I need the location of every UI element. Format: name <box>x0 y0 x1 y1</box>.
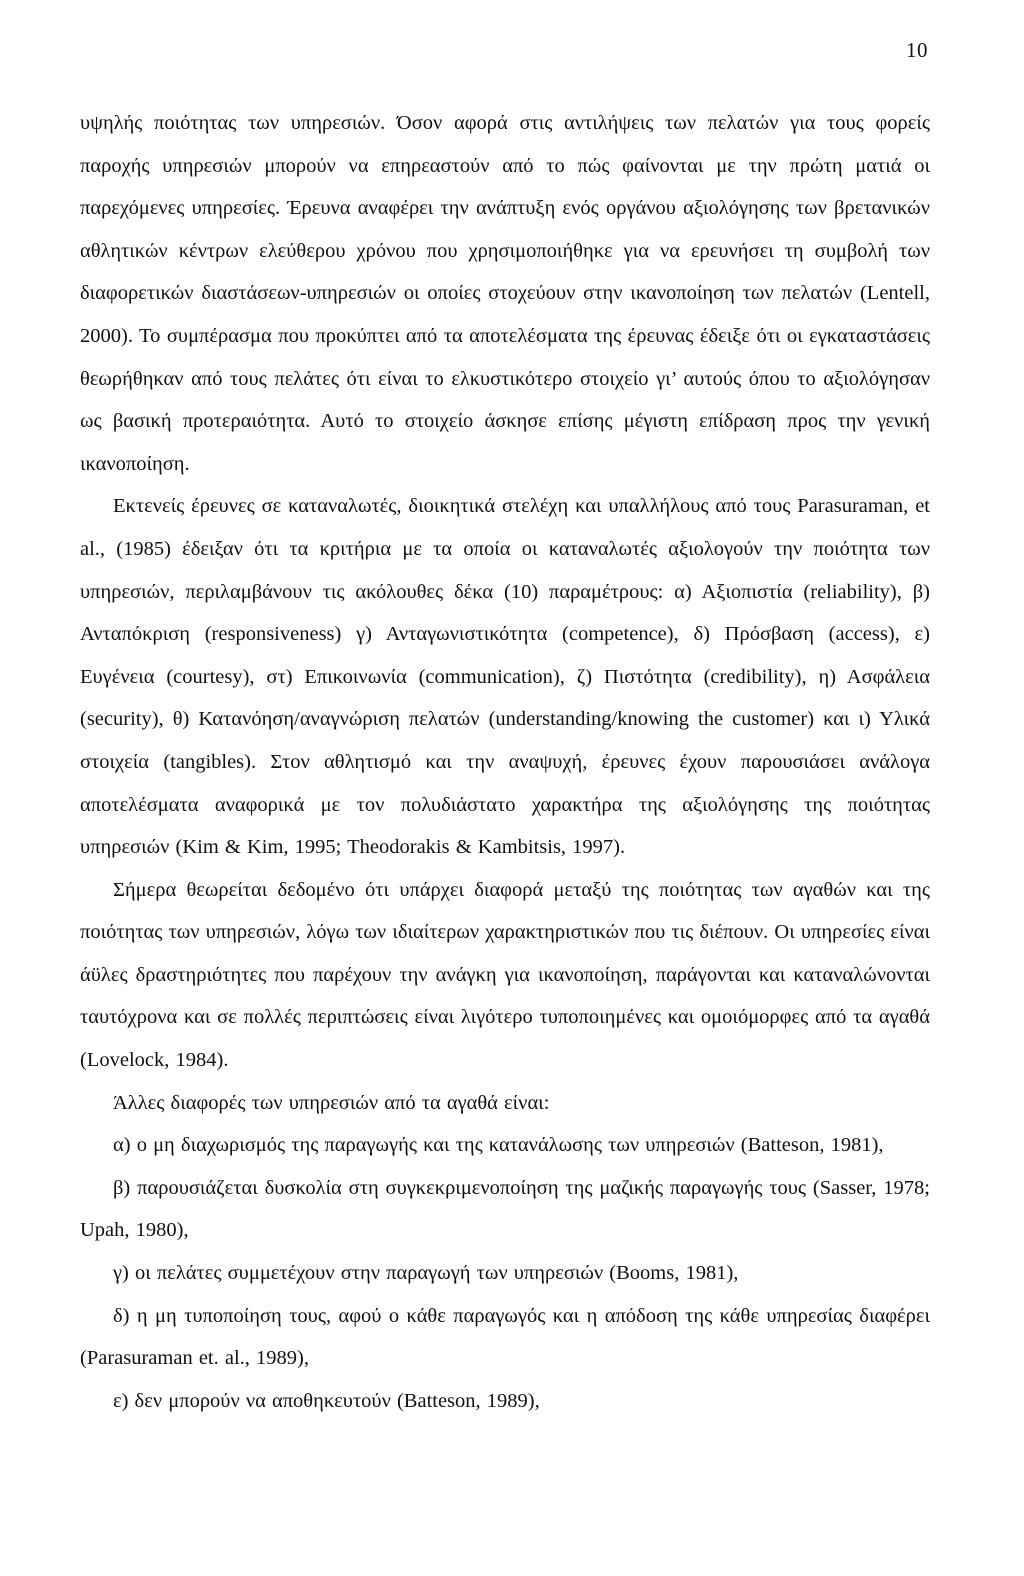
paragraph-continued: υψηλής ποιότητας των υπηρεσιών. Όσον αφορά στις αντιλήψεις των πελατών για τους φορείς παροχής υπηρεσιών μπορούν να επηρεαστούν από το πώς φαίνονται με την πρώτη ματιά οι παρεχόμενες υπηρεσίες. Έρευνα αναφέρει την ανάπτυξη ενός οργάνου αξιολόγησης των βρετανικών αθλητικών κέντρων ελεύθερου χρόνου που χρησιμοποιήθηκε για να ερευνήσει τη συμβολή των διαφορετικών διαστάσεων-υπηρεσιών οι οποίες στοχεύουν στην ικανοποίηση των πελατών (Lentell, 2000). Το συμπέρασμα που προκύπτει από τα αποτελέσματα της έρευνας έδειξε ότι οι εγκαταστάσεις θεωρήθηκαν από τους πελάτες ότι είναι το ελκυστικότερο στοιχείο γι’ αυτούς όπου το αξιολόγησαν ως βασική προτεραιότητα. Αυτό το στοιχείο άσκησε επίσης μέγιστη επίδραση προς την γενική ικανοποίηση. <box>80 112 930 475</box>
list-item-a: α) ο μη διαχωρισμός της παραγωγής και της κατανάλωσης των υπηρεσιών (Batteson, 1981), <box>113 1134 884 1157</box>
list-item-e: ε) δεν μπορούν να αποθηκευτούν (Batteson, 1989), <box>113 1389 540 1412</box>
body-text <box>80 102 930 1422</box>
paragraph-goods-vs-services: Σήμερα θεωρείται δεδομένο ότι υπάρχει διαφορά μεταξύ της ποιότητας των αγαθών και της ποιότητας των υπηρεσιών, λόγω των ιδιαίτερων χαρακτηριστικών που τις διέπουν. Οι υπηρεσίες είναι άϋλες δραστηριότητες που παρέχουν την ανάγκη για ικανοποίηση, παράγονται και καταναλώνονται ταυτόχρονα και σε πολλές περιπτώσεις είναι λιγότερο τυποποιημένες και ομοιόμορφες από τα αγαθά (Lovelock, 1984). <box>80 878 930 1072</box>
paragraph-parasuraman: Εκτενείς έρευνες σε καταναλωτές, διοικητικά στελέχη και υπαλλήλους από τους Parasuraman, et al., (1985) έδειξαν ότι τα κριτήρια με τα οποία οι καταναλωτές αξιολογούν την ποιότητα των υπηρεσιών, περιλαμβάνουν τις ακόλουθες δέκα (10) παραμέτρους: α) Αξιοπιστία (reliability), β) Ανταπόκριση (responsiveness) γ) Ανταγωνιστικότητα (competence), δ) Πρόσβαση (access), ε) Ευγένεια (courtesy), στ) Επικοινωνία (communication), ζ) Πιστότητα (credibility), η) Ασφάλεια (security), θ) Κατανόηση/αναγνώριση πελατών (understanding/knowing the customer) και ι) Υλικά στοιχεία (tangibles). Στον αθλητισμό και την αναψυχή, έρευνες έχουν παρουσιάσει ανάλογα αποτελέσματα αναφορικά με τον πολυδιάστατο χαρακτήρα της αξιολόγησης της ποιότητας υπηρεσιών (Kim & Kim, 1995; Theodorakis & Kambitsis, 1997). <box>80 495 930 859</box>
list-intro: Άλλες διαφορές των υπηρεσιών από τα αγαθά είναι: <box>113 1091 550 1114</box>
list-item-c: γ) οι πελάτες συμμετέχουν στην παραγωγή των υπηρεσιών (Booms, 1981), <box>113 1262 739 1285</box>
list-item-b: β) παρουσιάζεται δυσκολία στη συγκεκριμενοποίηση της μαζικής παραγωγής τους (Sasser, 1978; Upah, 1980), <box>80 1176 930 1242</box>
list-item-d: δ) η μη τυποποίηση τους, αφού ο κάθε παραγωγός και η απόδοση της κάθε υπηρεσίας διαφέρει (Parasuraman et. al., 1989), <box>80 1304 930 1370</box>
page-number: 10 <box>906 38 928 62</box>
